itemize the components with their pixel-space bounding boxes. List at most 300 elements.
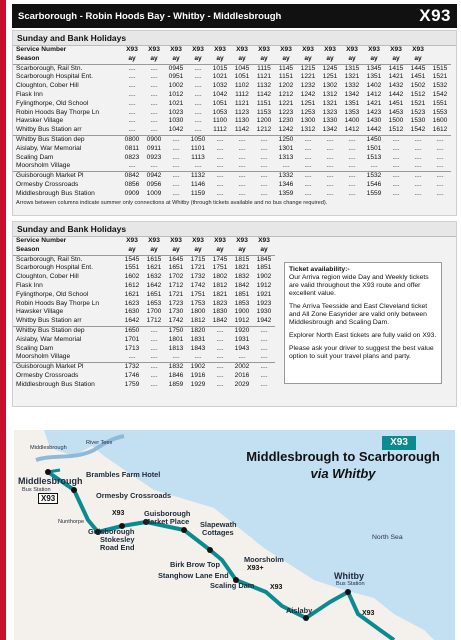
time-cell: 1251 bbox=[322, 73, 338, 81]
time-cell: 1042 bbox=[212, 90, 228, 98]
time-cell: ay bbox=[194, 245, 202, 253]
time-cell: .... bbox=[209, 363, 231, 372]
time-cell: .... bbox=[165, 172, 187, 181]
time-cell: 1312 bbox=[300, 126, 316, 134]
time-cell: 1102 bbox=[234, 82, 250, 90]
time-cell: .... bbox=[407, 135, 429, 144]
time-cell: .... bbox=[194, 73, 202, 81]
time-cell: 1121 bbox=[234, 99, 250, 107]
time-cell: 1759 bbox=[124, 380, 140, 388]
time-cell: 1223 bbox=[278, 108, 294, 116]
label-cottages: Cottages bbox=[202, 528, 234, 537]
stop-whitby bbox=[345, 589, 351, 595]
timetable-row bbox=[13, 109, 451, 118]
time-cell: .... bbox=[238, 153, 246, 161]
ticket-heading: Ticket availability:- bbox=[289, 266, 350, 273]
time-cell: 1045 bbox=[231, 64, 253, 73]
time-cell: X93 bbox=[258, 46, 270, 53]
time-cell: .... bbox=[194, 353, 202, 361]
time-cell: 0945 bbox=[165, 64, 187, 73]
label-bus-station-middlesbrough: Bus Station bbox=[22, 487, 51, 493]
time-cell: .... bbox=[143, 363, 165, 372]
label-brambles-farm: Brambles Farm Hotel bbox=[86, 470, 161, 479]
timetable-row bbox=[13, 326, 275, 335]
time-cell: X93 bbox=[346, 46, 358, 53]
time-cell: 1845 bbox=[253, 255, 275, 264]
time-cell: 1023 bbox=[168, 108, 184, 116]
timetable-row bbox=[13, 273, 275, 282]
time-cell: 1232 bbox=[300, 82, 316, 90]
time-cell: 1151 bbox=[278, 73, 294, 81]
timetable-row bbox=[13, 55, 451, 64]
time-cell: .... bbox=[260, 180, 268, 188]
timetable-row bbox=[13, 246, 275, 255]
label-stanghow: Stanghow Lane End bbox=[158, 571, 229, 580]
time-cell: 1051 bbox=[212, 99, 228, 107]
time-cell: .... bbox=[319, 172, 341, 181]
stop-name: Middlesbrough Bus Station bbox=[16, 189, 95, 197]
label-ormesby: Ormesby Crossroads bbox=[96, 491, 172, 500]
time-cell: 1302 bbox=[322, 82, 338, 90]
time-cell: .... bbox=[282, 162, 290, 170]
time-cell: .... bbox=[436, 144, 444, 152]
map-route-badge: X93 bbox=[382, 436, 416, 450]
stop-name: Scarborough Hospital Ent. bbox=[16, 73, 93, 81]
ticket-para-3: Explorer North East tickets are fully valid on X93. bbox=[289, 332, 437, 339]
time-cell: 1612 bbox=[124, 281, 140, 289]
time-cell: 0956 bbox=[146, 180, 162, 188]
stop-name: Season bbox=[16, 54, 40, 62]
label-moorsholm: Moorsholm bbox=[244, 555, 284, 564]
time-cell: 1545 bbox=[121, 255, 143, 264]
timetable-2 bbox=[13, 237, 275, 390]
stop-name: Ormesby Crossroads bbox=[16, 180, 79, 188]
red-edge-strip bbox=[0, 0, 6, 640]
time-cell: 1345 bbox=[363, 64, 385, 73]
time-cell: X93 bbox=[148, 237, 160, 244]
timetable-row bbox=[13, 46, 451, 55]
timetable-row bbox=[13, 190, 451, 199]
time-cell: 1200 bbox=[256, 117, 272, 125]
time-cell: 1212 bbox=[278, 90, 294, 98]
time-cell: 1453 bbox=[388, 108, 404, 116]
time-cell: 1312 bbox=[322, 90, 338, 98]
ticket-para-2: The Arriva Teesside and East Cleveland ticket and All Zone Easyrider are valid only between Middlesbrough and Scaling Dam. bbox=[289, 303, 428, 326]
time-cell: .... bbox=[253, 326, 275, 335]
timetable-row bbox=[13, 64, 451, 73]
label-road-end: Road End bbox=[100, 543, 135, 552]
time-cell: 1846 bbox=[168, 371, 184, 379]
label-scaling-dam: Scaling Dam bbox=[210, 581, 255, 590]
time-cell: ay bbox=[216, 245, 224, 253]
timetable-row bbox=[13, 372, 275, 381]
time-cell: .... bbox=[238, 144, 246, 152]
time-cell: .... bbox=[150, 99, 158, 107]
time-cell: 1702 bbox=[168, 273, 184, 281]
time-cell: .... bbox=[150, 82, 158, 90]
time-cell: .... bbox=[304, 144, 312, 152]
time-cell: 1300 bbox=[300, 117, 316, 125]
time-cell: .... bbox=[128, 108, 136, 116]
time-cell: 1030 bbox=[168, 117, 184, 125]
time-cell: .... bbox=[150, 335, 158, 343]
time-cell: ay bbox=[414, 54, 422, 62]
time-cell: 1859 bbox=[168, 380, 184, 388]
timetable-row bbox=[13, 291, 275, 300]
time-cell: 1745 bbox=[209, 255, 231, 264]
time-cell: .... bbox=[407, 172, 429, 181]
time-cell: .... bbox=[150, 371, 158, 379]
stop-name: Robin Hoods Bay Thorpe Ln bbox=[16, 108, 100, 116]
time-cell: 1623 bbox=[124, 299, 140, 307]
label-stokesley: Stokesley bbox=[100, 535, 135, 544]
map-tag-2: X93 bbox=[112, 510, 125, 517]
time-cell: 1632 bbox=[146, 273, 162, 281]
time-cell: 1651 bbox=[168, 264, 184, 272]
time-cell: .... bbox=[194, 90, 202, 98]
time-cell: .... bbox=[172, 144, 180, 152]
timetable-row bbox=[13, 73, 451, 82]
time-cell: 1112 bbox=[235, 90, 249, 98]
time-cell: X93 bbox=[214, 46, 226, 53]
map-tag-5: X93 bbox=[362, 610, 375, 617]
stop-name: Guisborough Market Pl bbox=[13, 363, 121, 372]
time-cell: .... bbox=[121, 64, 143, 73]
time-cell: .... bbox=[297, 135, 319, 144]
time-cell: 1801 bbox=[168, 335, 184, 343]
stop-name: Ormesby Crossroads bbox=[16, 371, 79, 379]
time-cell: 1230 bbox=[278, 117, 294, 125]
timetable-row bbox=[13, 181, 451, 190]
time-cell: 1313 bbox=[278, 153, 294, 161]
time-cell: 1112 bbox=[213, 126, 227, 134]
stop-aislaby bbox=[303, 615, 309, 621]
time-cell: 2002 bbox=[231, 363, 253, 372]
timetable-row bbox=[13, 91, 451, 100]
time-cell: 1100 bbox=[212, 117, 228, 125]
time-cell: .... bbox=[326, 189, 334, 197]
time-cell: 1802 bbox=[212, 273, 228, 281]
time-cell: 1721 bbox=[190, 264, 206, 272]
time-cell: .... bbox=[128, 99, 136, 107]
time-cell: .... bbox=[253, 363, 275, 372]
time-cell: .... bbox=[429, 172, 451, 181]
time-cell: .... bbox=[436, 189, 444, 197]
map-tag-3: X93+ bbox=[247, 565, 264, 572]
time-cell: 1532 bbox=[432, 82, 448, 90]
time-cell: .... bbox=[172, 162, 180, 170]
timetable-row bbox=[13, 264, 275, 273]
time-cell: ay bbox=[282, 54, 290, 62]
time-cell: ay bbox=[348, 54, 356, 62]
time-cell: 1159 bbox=[190, 189, 206, 197]
time-cell: 1151 bbox=[256, 99, 272, 107]
time-cell: .... bbox=[341, 172, 363, 181]
time-cell: X93 bbox=[368, 46, 380, 53]
time-cell: 1342 bbox=[322, 126, 338, 134]
time-cell: 1912 bbox=[256, 281, 272, 289]
time-cell: .... bbox=[260, 162, 268, 170]
time-cell: 1842 bbox=[212, 317, 228, 325]
time-cell: 1602 bbox=[124, 273, 140, 281]
time-cell: X93 bbox=[126, 237, 138, 244]
timetable-row bbox=[13, 117, 451, 126]
time-cell: ay bbox=[238, 54, 246, 62]
time-cell: .... bbox=[414, 162, 422, 170]
time-cell: 1746 bbox=[124, 371, 140, 379]
time-cell: 1500 bbox=[388, 117, 404, 125]
time-cell: .... bbox=[128, 117, 136, 125]
stop-name: Scarborough, Rail Stn. bbox=[13, 64, 121, 73]
stop-name: Scaling Dam bbox=[16, 344, 54, 352]
time-cell: 1800 bbox=[190, 308, 206, 316]
time-cell: ay bbox=[304, 54, 312, 62]
time-cell: 1250 bbox=[275, 135, 297, 144]
time-cell: 1451 bbox=[410, 73, 426, 81]
time-cell: 1412 bbox=[344, 126, 360, 134]
time-cell: 1546 bbox=[366, 180, 382, 188]
time-cell: 1330 bbox=[322, 117, 338, 125]
stop-name: Guisborough Market Pl bbox=[13, 172, 121, 181]
time-cell: .... bbox=[436, 162, 444, 170]
time-cell: .... bbox=[172, 153, 180, 161]
time-cell: 1943 bbox=[234, 344, 250, 352]
stop-name: Hawsker Village bbox=[16, 308, 64, 316]
stop-name: Hawsker Village bbox=[16, 117, 64, 125]
time-cell: .... bbox=[348, 153, 356, 161]
timetable-row bbox=[13, 154, 451, 163]
time-cell: .... bbox=[304, 162, 312, 170]
time-cell: .... bbox=[253, 135, 275, 144]
time-cell: 1902 bbox=[256, 273, 272, 281]
time-cell: .... bbox=[128, 90, 136, 98]
time-cell: .... bbox=[143, 64, 165, 73]
time-cell: .... bbox=[150, 73, 158, 81]
timetable-row bbox=[13, 145, 451, 154]
time-cell: 1321 bbox=[344, 73, 360, 81]
time-cell: 1153 bbox=[256, 108, 272, 116]
time-cell: 1820 bbox=[187, 326, 209, 335]
time-cell: 1402 bbox=[366, 82, 382, 90]
time-cell: .... bbox=[194, 108, 202, 116]
timetable-row bbox=[13, 308, 275, 317]
time-cell: 1551 bbox=[124, 264, 140, 272]
stop-name: Robin Hoods Bay Thorpe Ln bbox=[16, 299, 100, 307]
stop-name: Aislaby, War Memorial bbox=[16, 335, 82, 343]
time-cell: 1242 bbox=[300, 90, 316, 98]
time-cell: 1942 bbox=[256, 317, 272, 325]
time-cell: 1101 bbox=[190, 144, 206, 152]
stop-name: Whitby Bus Station dep bbox=[13, 326, 121, 335]
timetable-row bbox=[13, 172, 451, 181]
time-cell: 1621 bbox=[124, 290, 140, 298]
time-cell: 1630 bbox=[124, 308, 140, 316]
time-cell: 1512 bbox=[388, 126, 404, 134]
time-cell: .... bbox=[238, 189, 246, 197]
time-cell: 0923 bbox=[146, 153, 162, 161]
timetable-row bbox=[13, 82, 451, 91]
time-cell: 1502 bbox=[410, 82, 426, 90]
time-cell: 2029 bbox=[234, 380, 250, 388]
time-cell: .... bbox=[348, 180, 356, 188]
time-cell: .... bbox=[128, 162, 136, 170]
time-cell: 1843 bbox=[190, 344, 206, 352]
label-guisborough-1: Guisborough bbox=[88, 527, 135, 536]
time-cell bbox=[429, 46, 451, 55]
time-cell: .... bbox=[165, 135, 187, 144]
time-cell: .... bbox=[216, 335, 224, 343]
time-cell: .... bbox=[414, 180, 422, 188]
time-cell: 1442 bbox=[366, 126, 382, 134]
stop-name: Flask Inn bbox=[16, 281, 43, 289]
time-cell: .... bbox=[414, 153, 422, 161]
time-cell: .... bbox=[216, 353, 224, 361]
time-cell: .... bbox=[326, 153, 334, 161]
timetable-1 bbox=[13, 46, 451, 199]
time-cell bbox=[429, 55, 451, 64]
time-cell: 1645 bbox=[165, 255, 187, 264]
time-cell: .... bbox=[429, 135, 451, 144]
time-cell: 1523 bbox=[410, 108, 426, 116]
label-north-sea: North Sea bbox=[372, 534, 403, 541]
timetable-row bbox=[13, 317, 275, 326]
time-cell: 1521 bbox=[432, 73, 448, 81]
timetable-row bbox=[13, 126, 451, 135]
time-cell: 1815 bbox=[231, 255, 253, 264]
time-cell: .... bbox=[150, 117, 158, 125]
time-cell: 1900 bbox=[234, 308, 250, 316]
time-cell: 1642 bbox=[146, 281, 162, 289]
timetable-row bbox=[13, 282, 275, 291]
ticket-availability-box bbox=[284, 262, 442, 384]
time-cell: .... bbox=[260, 380, 268, 388]
time-cell: 1551 bbox=[432, 99, 448, 107]
time-cell: .... bbox=[194, 82, 202, 90]
time-cell: 1521 bbox=[410, 99, 426, 107]
label-guisborough-2: Guisborough bbox=[144, 509, 191, 518]
route-title: Scarborough - Robin Hoods Bay - Whitby - Middlesbrough bbox=[18, 10, 282, 22]
time-cell: .... bbox=[260, 153, 268, 161]
time-cell: 1123 bbox=[234, 108, 250, 116]
time-cell: 1251 bbox=[300, 99, 316, 107]
time-cell: 1813 bbox=[168, 344, 184, 352]
time-cell: ay bbox=[194, 54, 202, 62]
time-cell: 1015 bbox=[209, 64, 231, 73]
time-cell: 1145 bbox=[275, 64, 297, 73]
time-cell: 0951 bbox=[168, 73, 184, 81]
time-cell: 1612 bbox=[432, 126, 448, 134]
stop-name: Whitby Bus Station arr bbox=[16, 126, 82, 134]
label-river-tees: River Tees bbox=[86, 440, 113, 446]
stop-name: Fylingthorpe, Old School bbox=[16, 290, 89, 298]
time-cell: ay bbox=[172, 54, 180, 62]
time-cell: .... bbox=[194, 99, 202, 107]
time-cell: .... bbox=[348, 189, 356, 197]
stop-name: Service Number bbox=[16, 46, 67, 53]
time-cell: 1351 bbox=[366, 73, 382, 81]
label-middlesbrough: Middlesbrough bbox=[18, 476, 83, 486]
time-cell: 1301 bbox=[278, 144, 294, 152]
time-cell: .... bbox=[238, 180, 246, 188]
time-cell: .... bbox=[150, 90, 158, 98]
time-cell: .... bbox=[392, 144, 400, 152]
time-cell: ay bbox=[172, 245, 180, 253]
time-cell: .... bbox=[260, 353, 268, 361]
time-cell: 1021 bbox=[168, 99, 184, 107]
time-cell: .... bbox=[260, 371, 268, 379]
time-cell: ay bbox=[238, 245, 246, 253]
stop-name: Moorsholm Village bbox=[16, 353, 71, 361]
time-cell: X93 bbox=[302, 46, 314, 53]
time-cell: .... bbox=[128, 353, 136, 361]
time-cell: 1742 bbox=[168, 317, 184, 325]
time-cell: .... bbox=[253, 172, 275, 181]
stop-name: Whitby Bus Station arr bbox=[16, 317, 82, 325]
time-cell: .... bbox=[128, 82, 136, 90]
time-cell: ay bbox=[260, 54, 268, 62]
time-cell: 1021 bbox=[212, 73, 228, 81]
time-cell: 1132 bbox=[187, 172, 209, 181]
time-cell: .... bbox=[194, 126, 202, 134]
map-title: Middlesbrough to Scarborough bbox=[246, 449, 440, 464]
time-cell: .... bbox=[436, 153, 444, 161]
time-cell: 1730 bbox=[168, 308, 184, 316]
time-cell: 1245 bbox=[319, 64, 341, 73]
time-cell: .... bbox=[326, 144, 334, 152]
time-cell: .... bbox=[216, 180, 224, 188]
time-cell: .... bbox=[150, 126, 158, 134]
ticket-para-1: Our Arriva region wide Day and Weekly tickets are valid throughout the X93 route and offer excellent value. bbox=[289, 274, 429, 297]
time-cell: 0842 bbox=[121, 172, 143, 181]
time-cell: .... bbox=[128, 126, 136, 134]
stop-name: Service Number bbox=[16, 237, 67, 244]
time-cell: 1513 bbox=[366, 153, 382, 161]
time-cell: .... bbox=[304, 153, 312, 161]
time-cell: 1650 bbox=[121, 326, 143, 335]
time-cell: .... bbox=[260, 335, 268, 343]
time-cell: 1002 bbox=[168, 82, 184, 90]
time-cell: 1132 bbox=[256, 82, 272, 90]
time-cell: 1221 bbox=[278, 99, 294, 107]
time-cell: 1701 bbox=[124, 335, 140, 343]
timetable-row bbox=[13, 336, 275, 345]
time-cell: .... bbox=[194, 162, 202, 170]
time-cell: .... bbox=[194, 117, 202, 125]
time-cell: 1342 bbox=[344, 90, 360, 98]
label-nunthorpe: Nunthorpe bbox=[58, 519, 85, 525]
stop-ormesby bbox=[71, 487, 77, 493]
time-cell: .... bbox=[326, 180, 334, 188]
time-cell: 1542 bbox=[410, 126, 426, 134]
time-cell: .... bbox=[209, 135, 231, 144]
time-cell: 1830 bbox=[212, 308, 228, 316]
time-cell: 1750 bbox=[165, 326, 187, 335]
stop-name: Moorsholm Village bbox=[16, 162, 71, 170]
time-cell: X93 bbox=[280, 46, 292, 53]
time-cell: X93 bbox=[170, 237, 182, 244]
time-cell: 1050 bbox=[187, 135, 209, 144]
time-cell: 1832 bbox=[234, 273, 250, 281]
time-cell: 1359 bbox=[278, 189, 294, 197]
time-cell: 2016 bbox=[234, 371, 250, 379]
time-cell: .... bbox=[260, 144, 268, 152]
time-cell: 1332 bbox=[275, 172, 297, 181]
time-cell: 1823 bbox=[212, 299, 228, 307]
time-cell: 1332 bbox=[344, 82, 360, 90]
route-number: X93 bbox=[419, 6, 451, 25]
time-cell: .... bbox=[260, 344, 268, 352]
time-cell: 1600 bbox=[432, 117, 448, 125]
